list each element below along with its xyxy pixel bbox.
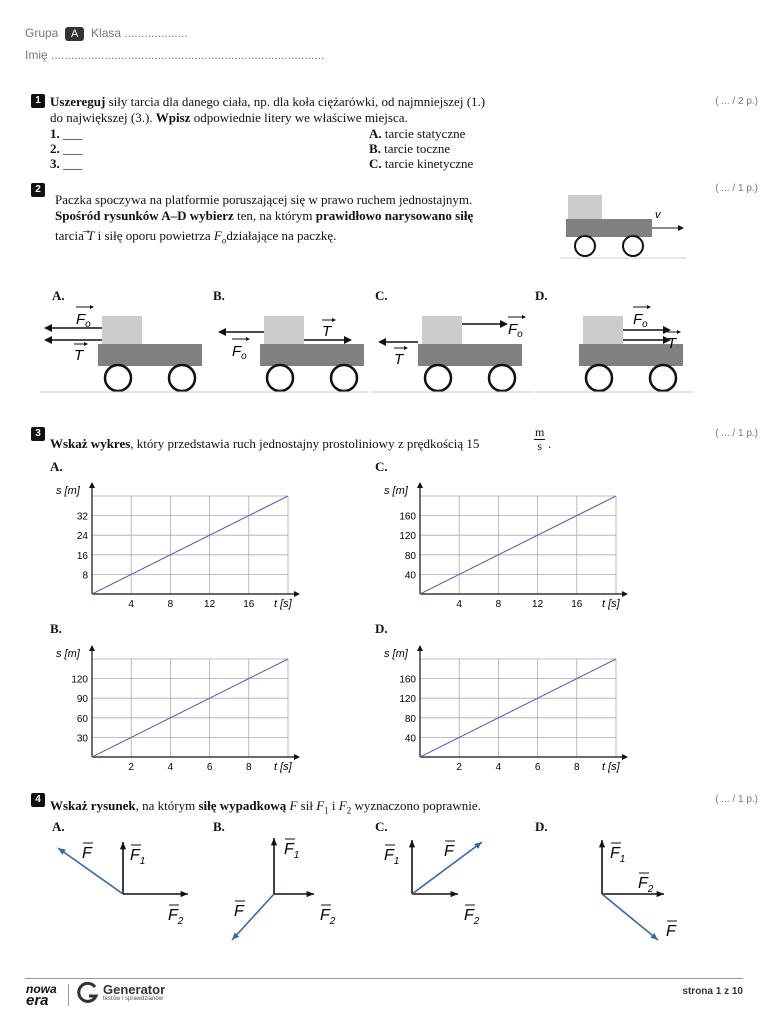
y-tick-label: 30 xyxy=(76,733,88,745)
label-f: F xyxy=(444,843,454,860)
label-f: F xyxy=(234,903,244,920)
y-tick-label: 60 xyxy=(76,713,88,725)
x-tick-label: 12 xyxy=(204,599,216,610)
q2-option-c-drawing[interactable] xyxy=(370,300,535,400)
q1-verb2: Wpisz xyxy=(155,110,191,125)
y-tick-label: 16 xyxy=(76,550,88,562)
label-f1: $F_1$ xyxy=(384,847,400,867)
q4-option-b-label[interactable]: B. xyxy=(213,819,225,834)
generator-title: Generator xyxy=(103,982,166,997)
q4-points: ( ... / 1 p.) xyxy=(715,794,758,805)
q1-slot-1[interactable]: 1. ___ xyxy=(50,126,83,141)
q3-option-c-label[interactable]: C. xyxy=(375,459,388,474)
q1-option-c: C. tarcie kinetyczne xyxy=(369,156,474,171)
q3-graph-c[interactable] xyxy=(378,482,648,612)
force-f2-arrow-head xyxy=(657,891,664,897)
q2-option-a-label[interactable]: A. xyxy=(52,288,65,303)
q1-option-a: A. tarcie statyczne xyxy=(369,126,466,141)
nowa-era-logo: nowa era xyxy=(26,982,57,1009)
x-axis-label: t [s] xyxy=(602,598,620,610)
q2-option-d-drawing[interactable] xyxy=(535,300,695,400)
q1-line2-text: odpowiednie litery we właściwe miejsca. xyxy=(190,110,408,125)
q4-option-c-label[interactable]: C. xyxy=(375,819,388,834)
x-tick-label: 8 xyxy=(574,762,580,773)
y-tick-label: 80 xyxy=(404,713,416,725)
label-f1: $F_1$ xyxy=(130,847,146,867)
force-f1-arrow-head xyxy=(271,838,277,845)
grupa-badge: A xyxy=(65,27,84,41)
q3-graph-d[interactable] xyxy=(378,645,648,775)
label-f2: $F_2$ xyxy=(464,907,480,927)
label-f: F xyxy=(82,845,92,862)
force-f1-arrow-head xyxy=(120,842,126,849)
force-label-f: $F_o$ xyxy=(232,343,247,362)
data-line xyxy=(92,659,288,757)
force-label-t: T xyxy=(667,335,677,352)
generator-subtitle: testów i sprawdzianów xyxy=(103,996,164,1002)
y-tick-label: 32 xyxy=(76,511,88,523)
logo-divider xyxy=(68,984,69,1006)
x-tick-label: 2 xyxy=(456,762,462,773)
grupa-label: Grupa xyxy=(25,26,59,40)
x-tick-label: 8 xyxy=(495,599,502,610)
x-tick-label: 8 xyxy=(167,599,174,610)
q1-number: 1 xyxy=(31,94,45,108)
q2-option-b-label[interactable]: B. xyxy=(213,288,225,303)
data-line xyxy=(420,659,616,757)
q3-option-b-label[interactable]: B. xyxy=(50,621,62,636)
force-label-f: $F_o$ xyxy=(76,311,91,330)
y-tick-label: 24 xyxy=(76,531,88,543)
y-tick-label: 40 xyxy=(404,570,416,582)
q3-number: 3 xyxy=(31,427,45,441)
force-f1-arrow-head xyxy=(409,840,415,847)
y-axis-label: s [m] xyxy=(384,648,408,660)
wheel xyxy=(575,236,595,256)
label-f: F xyxy=(666,923,676,940)
platform xyxy=(566,219,652,237)
q1-verb: Uszereguj xyxy=(50,94,106,109)
q1-line1 xyxy=(50,94,485,109)
q4-number: 4 xyxy=(31,793,45,807)
label-f1: $F_1$ xyxy=(284,841,300,861)
y-tick-label: 160 xyxy=(399,674,416,686)
x-tick-label: 6 xyxy=(534,762,541,773)
y-axis-arrow xyxy=(417,482,423,488)
q2-number: 2 xyxy=(31,183,45,197)
x-tick-label: 8 xyxy=(246,762,252,773)
q2-line1: Paczka spoczywa na platformie poruszającej się w prawo ruchem jednostajnym. xyxy=(55,192,473,207)
force-f1-arrow-head xyxy=(599,840,605,847)
q1-line2-a: do największej (3.). xyxy=(50,110,156,125)
q4-option-c-drawing[interactable] xyxy=(370,832,530,942)
q2-line3: tarcia T i siłę oporu powietrza $F_odziałające$ na paczkę. xyxy=(55,228,337,246)
y-tick-label: 120 xyxy=(399,531,416,543)
x-tick-label: 4 xyxy=(167,762,174,773)
resultant-arrow-head xyxy=(58,848,66,855)
x-axis-label: t [s] xyxy=(274,761,292,773)
y-axis-arrow xyxy=(89,482,95,488)
footer-divider xyxy=(25,978,743,979)
q3-option-d-label[interactable]: D. xyxy=(375,621,388,636)
q4-option-a-drawing[interactable] xyxy=(40,832,210,942)
y-axis-arrow xyxy=(417,645,423,651)
x-axis-label: t [s] xyxy=(274,598,292,610)
y-tick-label: 120 xyxy=(399,694,416,706)
y-axis-arrow xyxy=(89,645,95,651)
x-axis-arrow xyxy=(294,591,300,597)
x-tick-label: 2 xyxy=(128,762,134,773)
y-tick-label: 120 xyxy=(71,674,88,686)
q2-option-c-label[interactable]: C. xyxy=(375,288,388,303)
data-line xyxy=(420,496,616,594)
y-axis-label: s [m] xyxy=(56,485,80,497)
q1-points: ( ... / 2 p.) xyxy=(715,96,758,107)
x-tick-label: 4 xyxy=(128,599,134,610)
y-tick-label: 8 xyxy=(82,570,88,582)
y-tick-label: 40 xyxy=(404,733,416,745)
q1-line1-text: siły tarcia dla danego ciała, np. dla koła ciężarówki, od najmniejszej (1.) xyxy=(105,94,486,109)
q4-option-d-drawing[interactable] xyxy=(540,832,700,947)
y-tick-label: 160 xyxy=(399,511,416,523)
q4-text: Wskaż rysunek, na którym siłę wypadkową F sił $F_1$ i $F_2$ wyznaczono poprawnie. xyxy=(50,798,481,816)
label-f2: $F_2$ xyxy=(638,875,654,895)
x-tick-label: 16 xyxy=(571,599,583,610)
wheel xyxy=(623,236,643,256)
q3-option-a-label[interactable]: A. xyxy=(50,459,63,474)
force-label-t: T xyxy=(394,351,404,368)
velocity-label: v xyxy=(655,209,661,221)
y-tick-label: 90 xyxy=(76,694,88,706)
force-label-t: T xyxy=(74,347,84,364)
y-tick-label: 80 xyxy=(404,550,416,562)
force-f2-arrow-head xyxy=(307,891,314,897)
package-box xyxy=(568,195,602,219)
q3-unit-fraction: m s xyxy=(535,425,545,453)
force-f2-arrow-head xyxy=(451,891,458,897)
page-number: strona 1 z 10 xyxy=(682,986,743,997)
label-f2: $F_2$ xyxy=(320,907,336,927)
imie-field[interactable]: Imię .................................................................................. xyxy=(25,48,325,62)
q2-line2: Spośród rysunków A–D wybierz ten, na którym prawidłowo narysowano siłę xyxy=(55,208,474,223)
q2-option-b-drawing[interactable] xyxy=(200,300,370,400)
q3-graph-a[interactable] xyxy=(50,482,320,612)
q3-graph-b[interactable] xyxy=(50,645,320,775)
header-grupa xyxy=(25,26,188,41)
force-label-t: T xyxy=(322,323,332,340)
q4-option-d-label[interactable]: D. xyxy=(535,819,548,834)
q1-slot-2[interactable]: 2. ___ xyxy=(50,141,83,156)
q2-reference-cart xyxy=(560,190,690,265)
x-axis-arrow xyxy=(294,754,300,760)
q2-option-a-drawing[interactable] xyxy=(40,300,210,400)
x-axis-arrow xyxy=(622,754,628,760)
y-axis-label: s [m] xyxy=(384,485,408,497)
x-tick-label: 6 xyxy=(206,762,213,773)
x-tick-label: 4 xyxy=(495,762,502,773)
q4-option-a-label[interactable]: A. xyxy=(52,819,65,834)
q1-slot-3[interactable]: 3. ___ xyxy=(50,156,83,171)
force-f2-arrow-head xyxy=(181,891,188,897)
x-tick-label: 12 xyxy=(532,599,544,610)
force-label-f: $F_o$ xyxy=(633,311,648,330)
label-f2: $F_2$ xyxy=(168,907,184,927)
resultant-arrow xyxy=(602,894,658,940)
q1-line2 xyxy=(50,110,408,125)
q2-option-d-label[interactable]: D. xyxy=(535,288,548,303)
force-label-f: $F_o$ xyxy=(508,321,523,340)
q1-option-b: B. tarcie toczne xyxy=(369,141,451,156)
q3-points: ( ... / 1 p.) xyxy=(715,428,758,439)
q4-option-b-drawing[interactable] xyxy=(210,832,370,947)
x-tick-label: 16 xyxy=(243,599,255,610)
x-tick-label: 4 xyxy=(456,599,462,610)
x-axis-arrow xyxy=(622,591,628,597)
data-line xyxy=(92,496,288,594)
q2-points: ( ... / 1 p.) xyxy=(715,183,758,194)
x-axis-label: t [s] xyxy=(602,761,620,773)
generator-logo-icon xyxy=(76,982,100,1006)
q3-period: . xyxy=(548,436,552,451)
label-f1: $F_1$ xyxy=(610,845,626,865)
q3-text: Wskaż wykres, który przedstawia ruch jednostajny prostoliniowy z prędkością 15 xyxy=(50,436,480,451)
klasa-field[interactable]: Klasa ................... xyxy=(91,26,188,40)
y-axis-label: s [m] xyxy=(56,648,80,660)
